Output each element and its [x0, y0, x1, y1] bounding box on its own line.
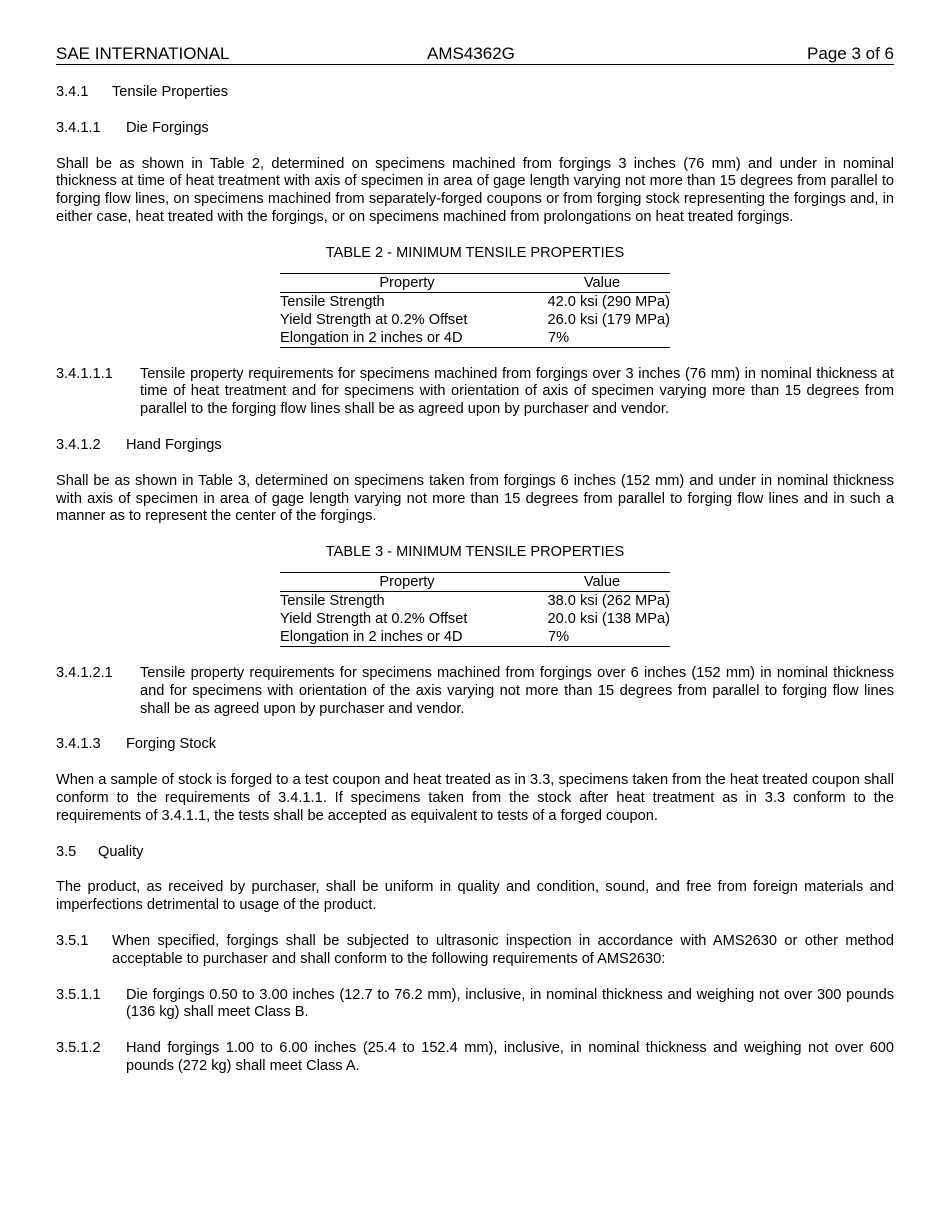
- table-3: [280, 572, 670, 647]
- paragraph-die-forgings: Shall be as shown in Table 2, determined on specimens machined from forgings 3 inches (76 mm) and under in nominal thickness at time of heat treatment with axis of specimen in area of gage length varying not more than 15 degrees from parallel to forging flow lines, on specimens machined from separately-forged coupons or from forging stock representing the forgings and, in either case, heat treated with the forgings, or on specimens machined from prolongations on heat treated forgings.: [56, 155, 894, 225]
- header-document-id: AMS4362G: [427, 44, 515, 63]
- cell-value: 42.0 ksi (290 MPa): [547, 293, 670, 310]
- section-number: 3.4.1.1: [56, 119, 101, 136]
- table-header-row: [280, 273, 670, 292]
- cell-property: Yield Strength at 0.2% Offset: [280, 610, 468, 627]
- table-row: [280, 292, 670, 311]
- cell-value: 38.0 ksi (262 MPa): [547, 592, 670, 609]
- cell-property: Tensile Strength: [280, 592, 385, 609]
- paragraph-3-4-1-1-1: [56, 366, 894, 419]
- section-title: Tensile Properties: [112, 84, 228, 100]
- section-number: 3.5.1.1: [56, 986, 101, 1003]
- section-number: 3.5.1: [56, 932, 89, 949]
- section-number: 3.5.1.2: [56, 1040, 101, 1057]
- table-3-title: TABLE 3 - MINIMUM TENSILE PROPERTIES: [325, 544, 625, 561]
- cell-value: 20.0 ksi (138 MPa): [547, 610, 670, 627]
- paragraph-text: When specified, forgings shall be subjected to ultrasonic inspection in accordance with AMS2630 or other method acceptable to purchaser and shall conform to the following requirements of AMS2630:: [112, 932, 894, 967]
- paragraph-3-4-1-2-1: [56, 665, 894, 718]
- paragraph-forging-stock: When a sample of stock is forged to a test coupon and heat treated as in 3.3, specimens taken from the heat treated coupon shall conform to the requirements of 3.4.1.1. If specimens taken from the stock after heat treatment as in 3.3 conform to the requirements of 3.4.1.1, the tests shall be accepted as equivalent to tests of a forged coupon.: [56, 772, 894, 824]
- cell-property: Yield Strength at 0.2% Offset: [280, 311, 468, 328]
- cell-value: 26.0 ksi (179 MPa): [547, 311, 670, 328]
- paragraph-text: Tensile property requirements for specimens machined from forgings over 3 inches (76 mm) in nominal thickness at time of heat treatment and for specimens with orientation of axis of specimen varying more than 15 degrees from parallel to the forging flow lines shall be as agreed upon by purchaser and vendor.: [140, 365, 894, 418]
- cell-value: 7%: [548, 329, 570, 346]
- section-heading-3-5: [56, 844, 894, 862]
- document-body: [56, 84, 894, 1094]
- page-header: [56, 44, 894, 65]
- section-title: Die Forgings: [126, 119, 209, 136]
- table-row: [280, 311, 670, 329]
- section-number: 3.4.1: [56, 84, 89, 100]
- section-heading-3-4-1-3: [56, 736, 894, 754]
- cell-property: Elongation in 2 inches or 4D: [280, 329, 463, 346]
- paragraph-text: Hand forgings 1.00 to 6.00 inches (25.4 to 152.4 mm), inclusive, in nominal thickness and weighing not over 600 pounds (272 kg) shall meet Class A.: [126, 1040, 894, 1074]
- table-row: [280, 610, 670, 628]
- header-organization: SAE INTERNATIONAL: [56, 44, 230, 63]
- cell-property: Tensile Strength: [280, 293, 385, 310]
- column-header-property: Property: [379, 274, 435, 291]
- table-row: [280, 329, 670, 348]
- section-title: Forging Stock: [126, 736, 217, 753]
- section-number: 3.4.1.3: [56, 736, 101, 753]
- paragraph-3-5-1-1: [56, 987, 894, 1023]
- cell-value: 7%: [548, 628, 570, 645]
- table-header-row: [280, 572, 670, 591]
- table-2-title: TABLE 2 - MINIMUM TENSILE PROPERTIES: [325, 244, 625, 261]
- paragraph-text: Tensile property requirements for specimens machined from forgings over 6 inches (152 mm) in nominal thickness and for specimens with orientation of the axis varying not more than 15 degrees from parallel to forging flow lines shall be as agreed upon by purchaser and vendor.: [140, 664, 894, 717]
- section-heading-3-4-1-1: [56, 120, 894, 138]
- section-number: 3.5: [56, 843, 77, 860]
- paragraph-hand-forgings: Shall be as shown in Table 3, determined on specimens taken from forgings 6 inches (152 mm) and under in nominal thickness with axis of specimen in area of gage length varying not more than 15 degrees from parallel to forging flow lines and in such a manner as to represent the center of the forgings.: [56, 472, 894, 525]
- section-heading-3-4-1-2: [56, 437, 894, 455]
- header-page-number: Page 3 of 6: [807, 44, 894, 63]
- column-header-property: Property: [379, 573, 435, 590]
- table-row: [280, 591, 670, 610]
- column-header-value: Value: [583, 274, 621, 291]
- section-title: Quality: [98, 843, 144, 860]
- section-number: 3.4.1.2: [56, 436, 101, 453]
- cell-property: Elongation in 2 inches or 4D: [280, 628, 463, 645]
- section-heading-3-4-1: [56, 84, 894, 102]
- paragraph-quality: The product, as received by purchaser, shall be uniform in quality and condition, sound, and free from foreign materials and imperfections detrimental to usage of the product.: [56, 879, 894, 914]
- paragraph-3-5-1-2: [56, 1040, 894, 1076]
- column-header-value: Value: [583, 573, 621, 590]
- table-row: [280, 628, 670, 647]
- paragraph-3-5-1: [56, 933, 894, 969]
- paragraph-text: Die forgings 0.50 to 3.00 inches (12.7 to 76.2 mm), inclusive, in nominal thickness and weighing not over 300 pounds (136 kg) shall meet Class B.: [126, 986, 894, 1021]
- table-2: [280, 273, 670, 348]
- section-number: 3.4.1.2.1: [56, 664, 113, 681]
- section-title: Hand Forgings: [126, 436, 222, 453]
- section-number: 3.4.1.1.1: [56, 365, 113, 382]
